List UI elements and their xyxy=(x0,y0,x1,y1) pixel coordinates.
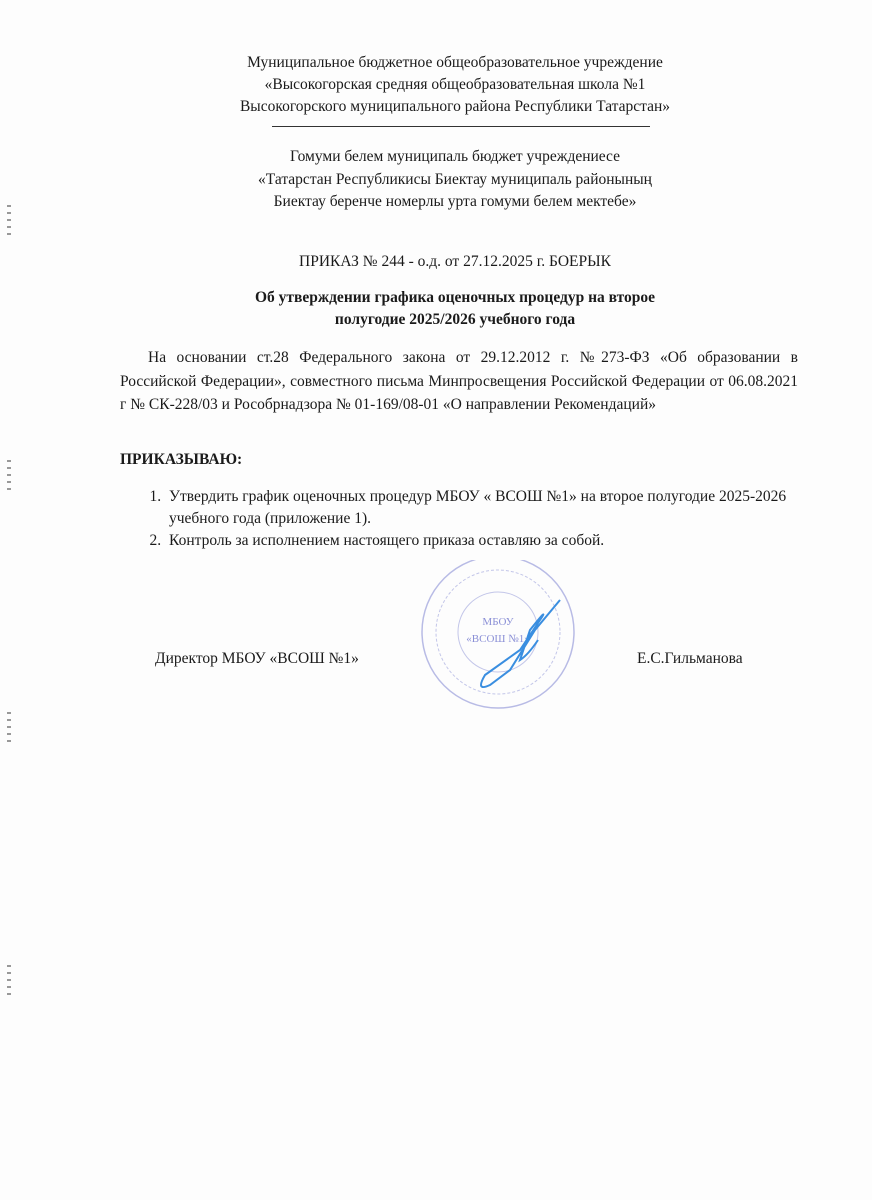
order-heading: ПРИКАЗЫВАЮ: xyxy=(120,451,243,468)
official-stamp xyxy=(420,560,580,710)
header-ru-line-2: «Высокогорская средняя общеобразовательная школа №1 xyxy=(264,76,646,93)
order-title-line-1: Об утверждении графика оценочных процедур на второе xyxy=(254,289,656,306)
header-tt-line-3: Биектау беренче номерлы урта гомуми белем мектебе» xyxy=(273,193,637,210)
signature-position: Директор МБОУ «ВСОШ №1» xyxy=(155,650,359,667)
header-tt-line-2: «Татарстан Республикисы Биектау муниципаль районының xyxy=(258,171,652,188)
order-item: 1. Утвердить график оценочных процедур МБОУ « ВСОШ №1» на второе полугодие 2025-2026 учебного года (приложение 1). xyxy=(165,486,843,530)
order-title-line-2: полугодие 2025/2026 учебного года xyxy=(334,311,576,328)
order-number-line: ПРИКАЗ № 244 - о.д. от 27.12.2025 г. БОЕРЫК xyxy=(299,253,611,270)
scan-edge-marks xyxy=(7,965,13,1000)
header-ru-line-3: Высокогорского муниципального района Республики Татарстан» xyxy=(239,98,671,115)
order-item: 2. Контроль за исполнением настоящего приказа оставляю за собой. xyxy=(165,530,843,552)
scan-edge-marks xyxy=(7,712,13,747)
signature-name: Е.С.Гильманова xyxy=(637,650,743,667)
stamp-text-1: МБОУ xyxy=(482,616,514,628)
stamp-text-2: «ВСОШ №1» xyxy=(466,633,530,645)
order-items-list xyxy=(120,486,843,552)
scan-edge-marks xyxy=(7,460,13,495)
scan-edge-marks xyxy=(7,205,13,240)
header-tt-line-1: Гомуми белем муниципаль бюджет учреждениесе xyxy=(289,148,621,165)
header-divider xyxy=(272,126,650,127)
basis-paragraph: На основании ст.28 Федерального закона от 29.12.2012 г. №273-ФЗ «Об образовании в Российской Федерации», совместного письма Минпросвещения Российской Федерации от 06.08.2021 г № СК-228/03 и Рособрнадзора № 01-169/08-01 «О направлении Рекомендаций» xyxy=(120,349,798,413)
header-ru-line-1: Муниципальное бюджетное общеобразовательное учреждение xyxy=(247,54,663,71)
